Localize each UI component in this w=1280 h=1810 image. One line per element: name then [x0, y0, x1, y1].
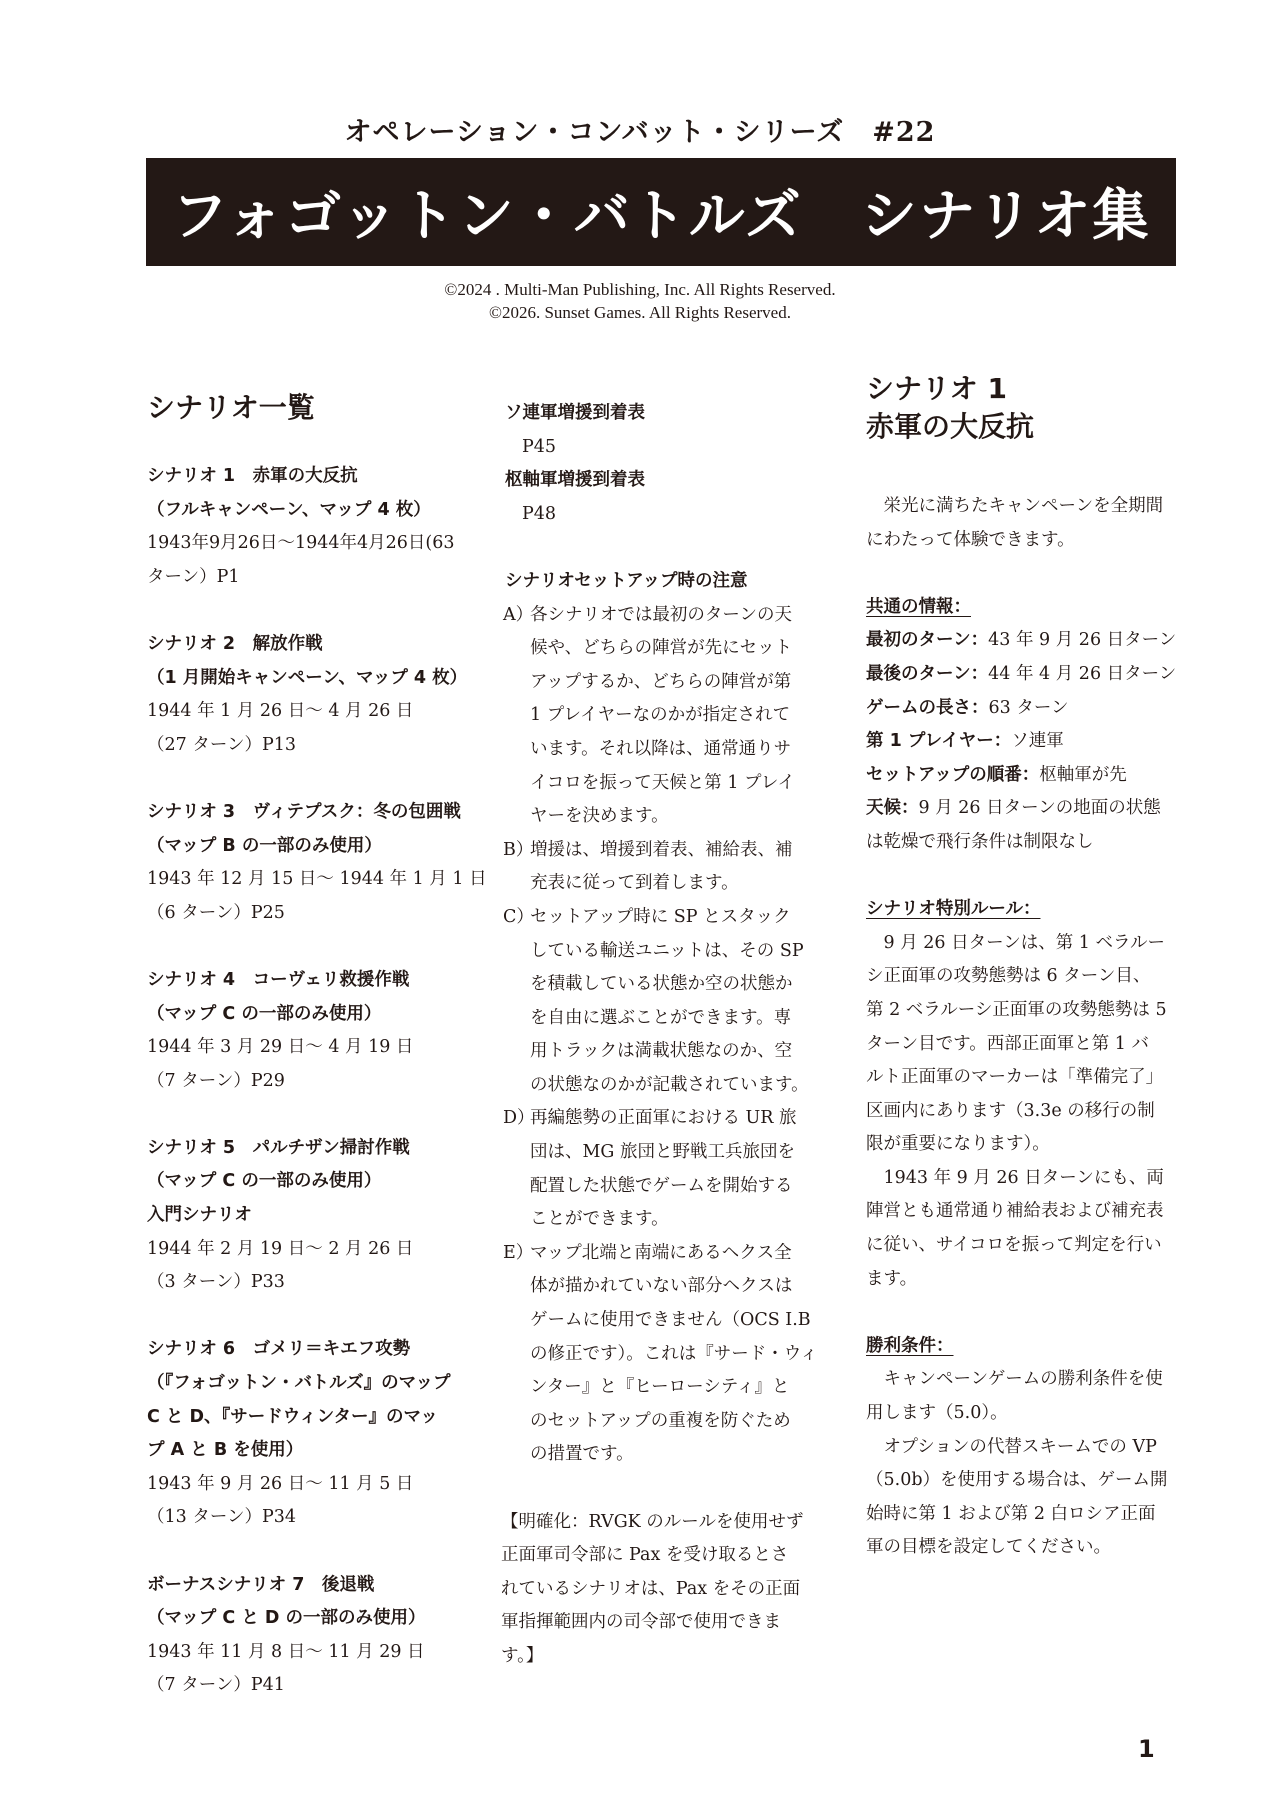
common-info-list	[866, 624, 1181, 826]
setup-note-line: ことができます。	[530, 1209, 669, 1230]
setup-note-marker: B）	[503, 839, 534, 860]
common-info-label: ゲームの長さ：	[866, 697, 989, 718]
scenario-list-dates: （13 ターン）P34	[147, 1507, 297, 1528]
setup-note-line: ゲームに使用できません（OCS I.B	[530, 1310, 811, 1331]
scenario1-heading-number: シナリオ 1	[866, 372, 1007, 405]
common-info-label: 第 1 プレイヤー：	[866, 731, 1012, 752]
setup-notes-heading: シナリオセットアップ時の注意	[505, 570, 748, 591]
scenario-list-title: シナリオ 4 コーヴェリ救援作戦	[147, 969, 410, 990]
copyright-line: ©2024 . Multi-Man Publishing, Inc. All Rights Reserved.	[444, 280, 836, 299]
setup-note-line: 再編態勢の正面軍における UR 旅	[530, 1108, 797, 1129]
special-rules-line: 1943 年 9 月 26 日ターンにも、両	[866, 1167, 1164, 1188]
special-rules-line: シ正面軍の攻勢態勢は 6 ターン目、	[866, 966, 1151, 987]
clarification-line: 正面軍司令部に Pax を受け取るとさ	[501, 1545, 789, 1566]
setup-note-line: の措置です。	[530, 1444, 634, 1465]
special-rules-heading: シナリオ特別ルール：	[866, 899, 1041, 920]
scenario-list-subtitle: （マップ B の一部のみ使用）	[147, 835, 382, 856]
setup-note-marker: A）	[503, 604, 534, 625]
scenario1-heading-title: 赤軍の大反抗	[866, 410, 1035, 443]
common-info-row	[866, 792, 1181, 826]
setup-note-line: アップするか、どちらの陣営が第	[530, 671, 792, 692]
scenario-list-subtitle: （マップ C の一部のみ使用）	[147, 1003, 382, 1024]
setup-note-line: います。それ以降は、通常通りサ	[530, 738, 792, 759]
scenario-list-subtitle: C と D、『サードウィンター』のマッ	[147, 1406, 438, 1427]
scenario1-column	[866, 370, 1181, 1565]
clarification-line: す。】	[501, 1645, 544, 1666]
scenario-list-item	[147, 628, 477, 762]
setup-note-item	[505, 1102, 830, 1236]
common-info-value: 43 年 9 月 26 日ターン	[988, 630, 1177, 651]
special-rules-line: ます。	[866, 1268, 918, 1289]
setup-note-line: を積載している状態か空の状態か	[530, 974, 793, 995]
setup-note-line: 増援は、増援到着表、補給表、補	[530, 839, 793, 860]
victory-conditions-heading: 勝利条件：	[866, 1335, 954, 1356]
special-rules-line: 限が重要になります）。	[866, 1134, 1050, 1155]
setup-note-line: マップ北端と南端にあるヘクス全	[530, 1242, 792, 1263]
setup-note-marker: C）	[503, 906, 534, 927]
setup-note-line: 候や、どちらの陣営が先にセット	[530, 638, 793, 659]
setup-note-line: 体が描かれていない部分ヘクスは	[530, 1276, 793, 1297]
setup-note-line: 配置した状態でゲームを開始する	[530, 1175, 793, 1196]
setup-note-line: セットアップ時に SP とスタック	[530, 906, 791, 927]
scenario-list-dates: ターン）P1	[147, 566, 240, 587]
common-info-row	[866, 725, 1181, 759]
common-info-value: 44 年 4 月 26 日ターン	[988, 663, 1177, 684]
scenario1-intro	[866, 490, 1181, 557]
victory-line: オプションの代替スキームでの VP	[866, 1436, 1157, 1457]
page-number: 1	[1138, 1735, 1155, 1763]
copyright-block	[0, 278, 1280, 324]
victory-line: 軍の目標を設定してください。	[866, 1537, 1111, 1558]
title-bar	[146, 158, 1176, 266]
setup-note-line: を自由に選ぶことができます。専	[530, 1007, 792, 1028]
setup-note-line: 充表に従って到着します。	[530, 873, 739, 894]
scenario-list-title: シナリオ 5 パルチザン掃討作戦	[147, 1137, 410, 1158]
common-info-label: 最後のターン：	[866, 663, 989, 684]
intro-line: にわたって体験できます。	[866, 529, 1075, 550]
setup-note-line: ンター』と『ヒーローシティ』と	[530, 1377, 790, 1398]
scenario-list-dates: 1943 年 11 月 8 日～ 11 月 29 日	[147, 1641, 425, 1662]
scenario-list-subtitle: （フルキャンペーン、マップ 4 枚）	[147, 499, 431, 520]
special-rules-line: 9 月 26 日ターンは、第 1 ベラルー	[866, 932, 1165, 953]
setup-note-line: している輸送ユニットは、その SP	[530, 940, 804, 961]
scenario-list-title: ボーナスシナリオ 7 後退戦	[147, 1574, 375, 1595]
setup-note-line: イコロを振って天候と第 1 プレイ	[530, 772, 795, 793]
clarification-line: 軍指揮範囲内の司令部で使用できま	[501, 1612, 781, 1633]
setup-note-line: 団は、MG 旅団と野戦工兵旅団を	[530, 1142, 795, 1163]
victory-line: 始時に第 1 および第 2 白ロシア正面	[866, 1503, 1156, 1524]
scenario-list-title: シナリオ 1 赤軍の大反抗	[147, 466, 358, 486]
special-rules-line: ルト正面軍のマーカーは「準備完了」	[866, 1067, 1164, 1088]
setup-note-item	[505, 599, 830, 834]
reinforcement-label-soviet: ソ連軍増援到着表	[505, 403, 645, 423]
reinforcement-tables	[505, 397, 830, 531]
setup-note-line: の状態なのかが記載されています。	[530, 1074, 809, 1095]
common-info-heading: 共通の情報：	[866, 596, 971, 617]
setup-note-marker: D）	[503, 1108, 535, 1129]
series-title: オペレーション・コンバット・シリーズ #22	[344, 117, 936, 148]
setup-note-line: の修正です）。これは『サード・ウィ	[530, 1343, 818, 1364]
common-info-label: セットアップの順番：	[866, 764, 1040, 785]
setup-note-marker: E）	[503, 1242, 534, 1263]
common-info-row	[866, 759, 1181, 793]
scenario-list-subtitle: （1 月開始キャンペーン、マップ 4 枚）	[147, 667, 468, 688]
common-info-label: 天候：	[866, 798, 919, 819]
scenario-list-dates: （7 ターン）P41	[147, 1675, 285, 1696]
intro-line: 栄光に満ちたキャンペーンを全期間	[866, 496, 1164, 516]
special-rules-line: に従い、サイコロを振って判定を行い	[866, 1235, 1162, 1256]
common-info-row	[866, 692, 1181, 726]
scenario-list-column	[147, 390, 487, 1737]
special-rules-text	[866, 927, 1181, 1297]
special-rules-line: 区画内にあります（3.3e の移行の制	[866, 1100, 1155, 1121]
common-info-value: 63 ターン	[988, 697, 1069, 718]
setup-note-item	[505, 834, 830, 901]
common-info-value: 枢軸軍が先	[1039, 764, 1127, 785]
scenario-list-title: シナリオ 2 解放作戦	[147, 633, 323, 654]
scenario-list-subtitle: （『フォゴットン・バトルズ』のマップ	[147, 1373, 451, 1394]
scenario-list-item	[147, 460, 477, 594]
setup-notes-list	[505, 599, 830, 1472]
victory-conditions-text	[866, 1363, 1181, 1565]
scenario-list-dates: 1944 年 3 月 29 日～ 4 月 19 日	[147, 1037, 414, 1058]
common-info-value: ソ連軍	[1011, 731, 1064, 752]
victory-line: （5.0b）を使用する場合は、ゲーム開	[866, 1470, 1168, 1491]
special-rules-line: 陣営とも通常通り補給表および補充表	[866, 1201, 1164, 1222]
middle-column	[501, 397, 830, 1674]
setup-note-line: 各シナリオでは最初のターンの天	[530, 604, 792, 625]
scenario-list-item	[147, 964, 477, 1098]
scenario-list-dates: 1944 年 1 月 26 日～ 4 月 26 日	[147, 701, 414, 722]
scenario-list-dates: （3 ターン）P33	[147, 1272, 285, 1293]
scenario-list-item	[147, 1569, 477, 1703]
scenario-list-item	[147, 1132, 477, 1300]
scenario-list-subtitle: （マップ C と D の一部のみ使用）	[147, 1608, 426, 1629]
victory-line: キャンペーンゲームの勝利条件を使	[866, 1369, 1163, 1390]
main-title: フォゴットン・バトルズ シナリオ集	[171, 184, 1151, 249]
common-info-row	[866, 624, 1181, 658]
scenario-list-dates: （7 ターン）P29	[147, 1070, 285, 1091]
setup-note-line: ヤーを決めます。	[530, 806, 669, 827]
common-info-row	[866, 658, 1181, 692]
common-info-value: 9 月 26 日ターンの地面の状態	[918, 798, 1161, 819]
scenario-list-item	[147, 796, 487, 930]
clarification-note	[501, 1506, 830, 1674]
scenario-list-subtitle: プ A と B を使用）	[147, 1440, 304, 1461]
scenario-list-heading: シナリオ一覧	[147, 391, 315, 424]
copyright-line: ©2026. Sunset Games. All Rights Reserved.	[489, 303, 791, 322]
clarification-line: れているシナリオは、Pax をその正面	[501, 1578, 801, 1599]
special-rules-line: ターン目です。西部正面軍と第 1 バ	[866, 1033, 1150, 1054]
scenario-list-dates: （6 ターン）P25	[147, 902, 285, 923]
setup-note-item	[505, 901, 830, 1103]
reinforcement-label-axis: 枢軸軍増援到着表	[505, 470, 645, 491]
scenario-list-subtitle: （マップ C の一部のみ使用）	[147, 1171, 382, 1192]
common-info-label: 最初のターン：	[866, 630, 989, 651]
setup-note-line: 用トラックは満載状態なのか、空	[530, 1041, 793, 1062]
scenario-list-item	[147, 1333, 477, 1535]
scenario-list-title: シナリオ 6 ゴメリ＝キエフ攻勢	[147, 1339, 411, 1360]
special-rules-line: 第 2 ベラルーシ正面軍の攻勢態勢は 5	[866, 999, 1167, 1020]
scenario-list-subtitle: 入門シナリオ	[147, 1205, 252, 1226]
setup-note-line: 1 プレイヤーなのかが指定されて	[530, 705, 791, 726]
setup-note-line: のセットアップの重複を防ぐため	[530, 1410, 791, 1431]
scenario-list-dates: 1944 年 2 月 19 日～ 2 月 26 日	[147, 1238, 414, 1259]
weather-continuation: は乾燥で飛行条件は制限なし	[866, 831, 1094, 852]
victory-line: 用します（5.0）。	[866, 1403, 1008, 1424]
setup-note-item	[505, 1237, 830, 1472]
reinforcement-page-soviet: P45	[522, 436, 557, 457]
scenario-list-dates: （27 ターン）P13	[147, 734, 297, 755]
scenario-list-title: シナリオ 3 ヴィテプスク：冬の包囲戦	[147, 801, 461, 822]
scenario-list-dates: 1943年9月26日～1944年4月26日(63	[147, 533, 455, 554]
clarification-line: 【明確化：RVGK のルールを使用せず	[501, 1511, 804, 1532]
reinforcement-page-axis: P48	[522, 503, 557, 524]
scenario-list-dates: 1943 年 9 月 26 日～ 11 月 5 日	[147, 1473, 414, 1494]
scenario-entries	[147, 460, 487, 1703]
scenario-list-dates: 1943 年 12 月 15 日～ 1944 年 1 月 1 日	[147, 869, 487, 890]
